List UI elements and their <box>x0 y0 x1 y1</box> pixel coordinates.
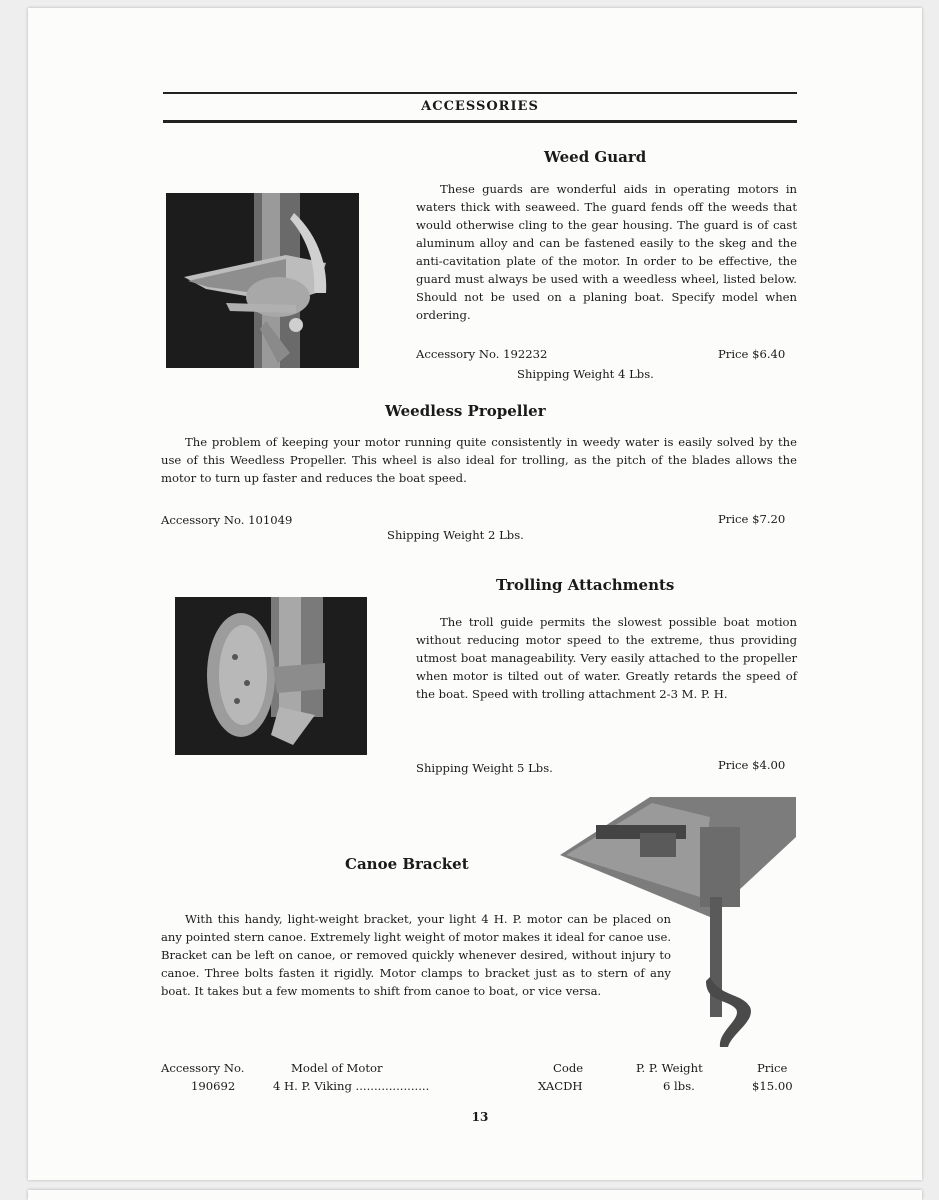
header-model-of-motor: Model of Motor <box>291 1061 383 1075</box>
trolling-attachment-photo <box>175 597 367 755</box>
weedless-propeller-description: The problem of keeping your motor running quite consistently in weedy water is easily solved by the use of this Weedless Propeller. This wheel is also ideal for trolling, as the pitch of the blades allows the motor to turn up faster and reduces the boat speed. <box>161 435 797 485</box>
header-bottom-rule <box>163 120 797 123</box>
canoe-bracket-heading: Canoe Bracket <box>345 855 469 873</box>
weed-guard-accessory-no: Accessory No. 192232 <box>416 347 548 361</box>
weedless-propeller-accessory-no: Accessory No. 101049 <box>161 513 293 527</box>
header-top-rule <box>163 92 797 94</box>
weed-guard-heading: Weed Guard <box>544 148 647 166</box>
weedless-propeller-shipping-weight: Shipping Weight 2 Lbs. <box>387 528 524 542</box>
weedless-propeller-price: Price $7.20 <box>718 512 786 526</box>
trolling-attachments-description: The troll guide permits the slowest possible boat motion without reducing motor speed to the extreme, thus providing utmost boat manageability. Very easily attached to the propeller when motor is tilted out of water. Greatly retards the speed of the boat. Speed with trolling attachment 2-3 M. P. H. <box>416 615 797 701</box>
header-accessory-no: Accessory No. <box>161 1061 245 1075</box>
cell-accessory-no: 190692 <box>191 1079 236 1093</box>
weed-guard-description: These guards are wonderful aids in operating motors in waters thick with seaweed. The guard fends off the weeds that would otherwise cling to the gear housing. The guard is of cast aluminum alloy and can be fastened easily to the skeg and the anti-cavitation plate of the motor. In order to be effective, the guard must always be used with a weedless wheel, listed below. Should not be used on a planing boat. Specify model when ordering. <box>416 182 797 322</box>
cell-model-of-motor: 4 H. P. Viking .................... <box>273 1079 430 1093</box>
weed-guard-photo <box>166 193 359 368</box>
header-price: Price <box>757 1061 788 1075</box>
trolling-attachments-heading: Trolling Attachments <box>496 576 675 594</box>
cell-pp-weight: 6 lbs. <box>663 1079 695 1093</box>
weed-guard-shipping-weight: Shipping Weight 4 Lbs. <box>517 367 654 381</box>
cell-code: XACDH <box>538 1079 583 1093</box>
header-pp-weight: P. P. Weight <box>636 1061 703 1075</box>
next-page-edge <box>28 1190 922 1200</box>
trolling-attachments-price: Price $4.00 <box>718 758 786 772</box>
trolling-attachments-shipping-weight: Shipping Weight 5 Lbs. <box>416 761 553 775</box>
canoe-bracket-description: With this handy, light-weight bracket, your light 4 H. P. motor can be placed on any pointed stern canoe. Extremely light weight of motor makes it ideal for canoe use. Bracket can be left on canoe, or removed quickly whenever desired, without injury to canoe. Three bolts fasten it rigidly. Motor clamps to bracket just as to stern of any boat. It takes but a few moments to shift from canoe to boat, or vice versa. <box>161 912 671 998</box>
weedless-propeller-heading: Weedless Propeller <box>385 402 546 420</box>
page-number: 13 <box>471 1110 489 1124</box>
cell-price: $15.00 <box>752 1079 793 1093</box>
weed-guard-price: Price $6.40 <box>718 347 786 361</box>
header-code: Code <box>553 1061 584 1075</box>
page-header-title: ACCESSORIES <box>421 99 539 114</box>
